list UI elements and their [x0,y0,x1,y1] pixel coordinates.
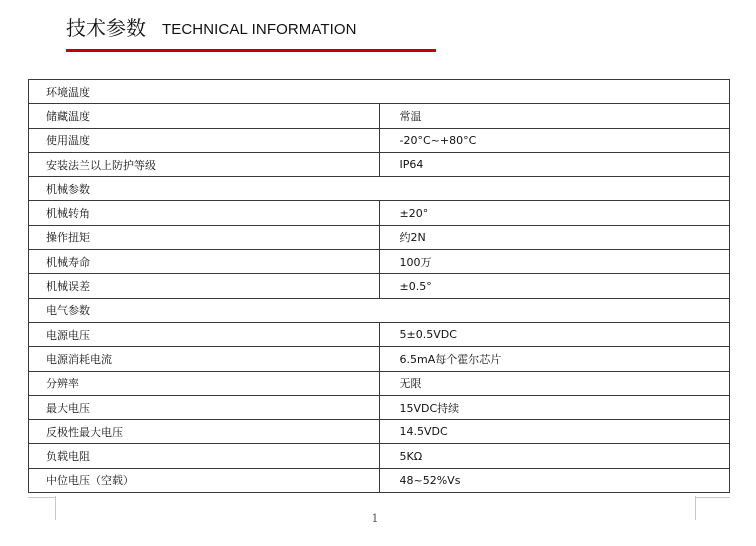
spec-label: 反极性最大电压 [29,420,380,444]
page-title-english: TECHNICAL INFORMATION [162,21,357,38]
table-row [29,444,730,468]
page-title-chinese: 技术参数 [66,16,146,40]
spec-label: 机械转角 [29,201,380,225]
section-title: 电气参数 [29,298,730,322]
section-title: 机械参数 [29,177,730,201]
spec-value: IP64 [379,152,730,176]
page-number: 1 [371,512,379,525]
spec-label: 分辨率 [29,371,380,395]
spec-label: 最大电压 [29,395,380,419]
spec-value: ±0.5° [379,274,730,298]
table-row [29,152,730,176]
table-row [29,274,730,298]
spec-label: 储藏温度 [29,104,380,128]
spec-value: 14.5VDC [379,420,730,444]
table-row [29,322,730,346]
page-margin-line-left [55,496,56,520]
table-row [29,201,730,225]
table-row [29,225,730,249]
spec-value: ±20° [379,201,730,225]
section-row-environment [29,80,730,104]
table-row [29,250,730,274]
spec-value: 100万 [379,250,730,274]
table-row [29,420,730,444]
spec-label: 中位电压（空载） [29,468,380,492]
spec-label: 操作扭矩 [29,225,380,249]
page-margin-line-right [695,496,696,520]
spec-label: 使用温度 [29,128,380,152]
spec-label: 电源消耗电流 [29,347,380,371]
page-margin-mark-left [28,497,55,498]
spec-value: 5±0.5VDC [379,322,730,346]
spec-value: 常温 [379,104,730,128]
page-margin-mark-right [696,497,730,498]
spec-value: 无限 [379,371,730,395]
spec-label: 机械误差 [29,274,380,298]
spec-value: 5KΩ [379,444,730,468]
spec-label: 安装法兰以上防护等级 [29,152,380,176]
page-header [66,14,436,52]
spec-value: 15VDC持续 [379,395,730,419]
title-underline [66,49,436,52]
table-row [29,371,730,395]
spec-label: 负载电阻 [29,444,380,468]
spec-value: 48~52%Vs [379,468,730,492]
table-row [29,128,730,152]
spec-value: 约2N [379,225,730,249]
table-row [29,104,730,128]
table-row [29,395,730,419]
table-row [29,347,730,371]
table-row [29,468,730,492]
spec-value: 6.5mA每个霍尔芯片 [379,347,730,371]
spec-value: -20°C~+80°C [379,128,730,152]
section-row-electrical [29,298,730,322]
spec-label: 机械寿命 [29,250,380,274]
spec-label: 电源电压 [29,322,380,346]
section-title: 环境温度 [29,80,730,104]
technical-spec-table [28,79,730,493]
section-row-mechanical [29,177,730,201]
